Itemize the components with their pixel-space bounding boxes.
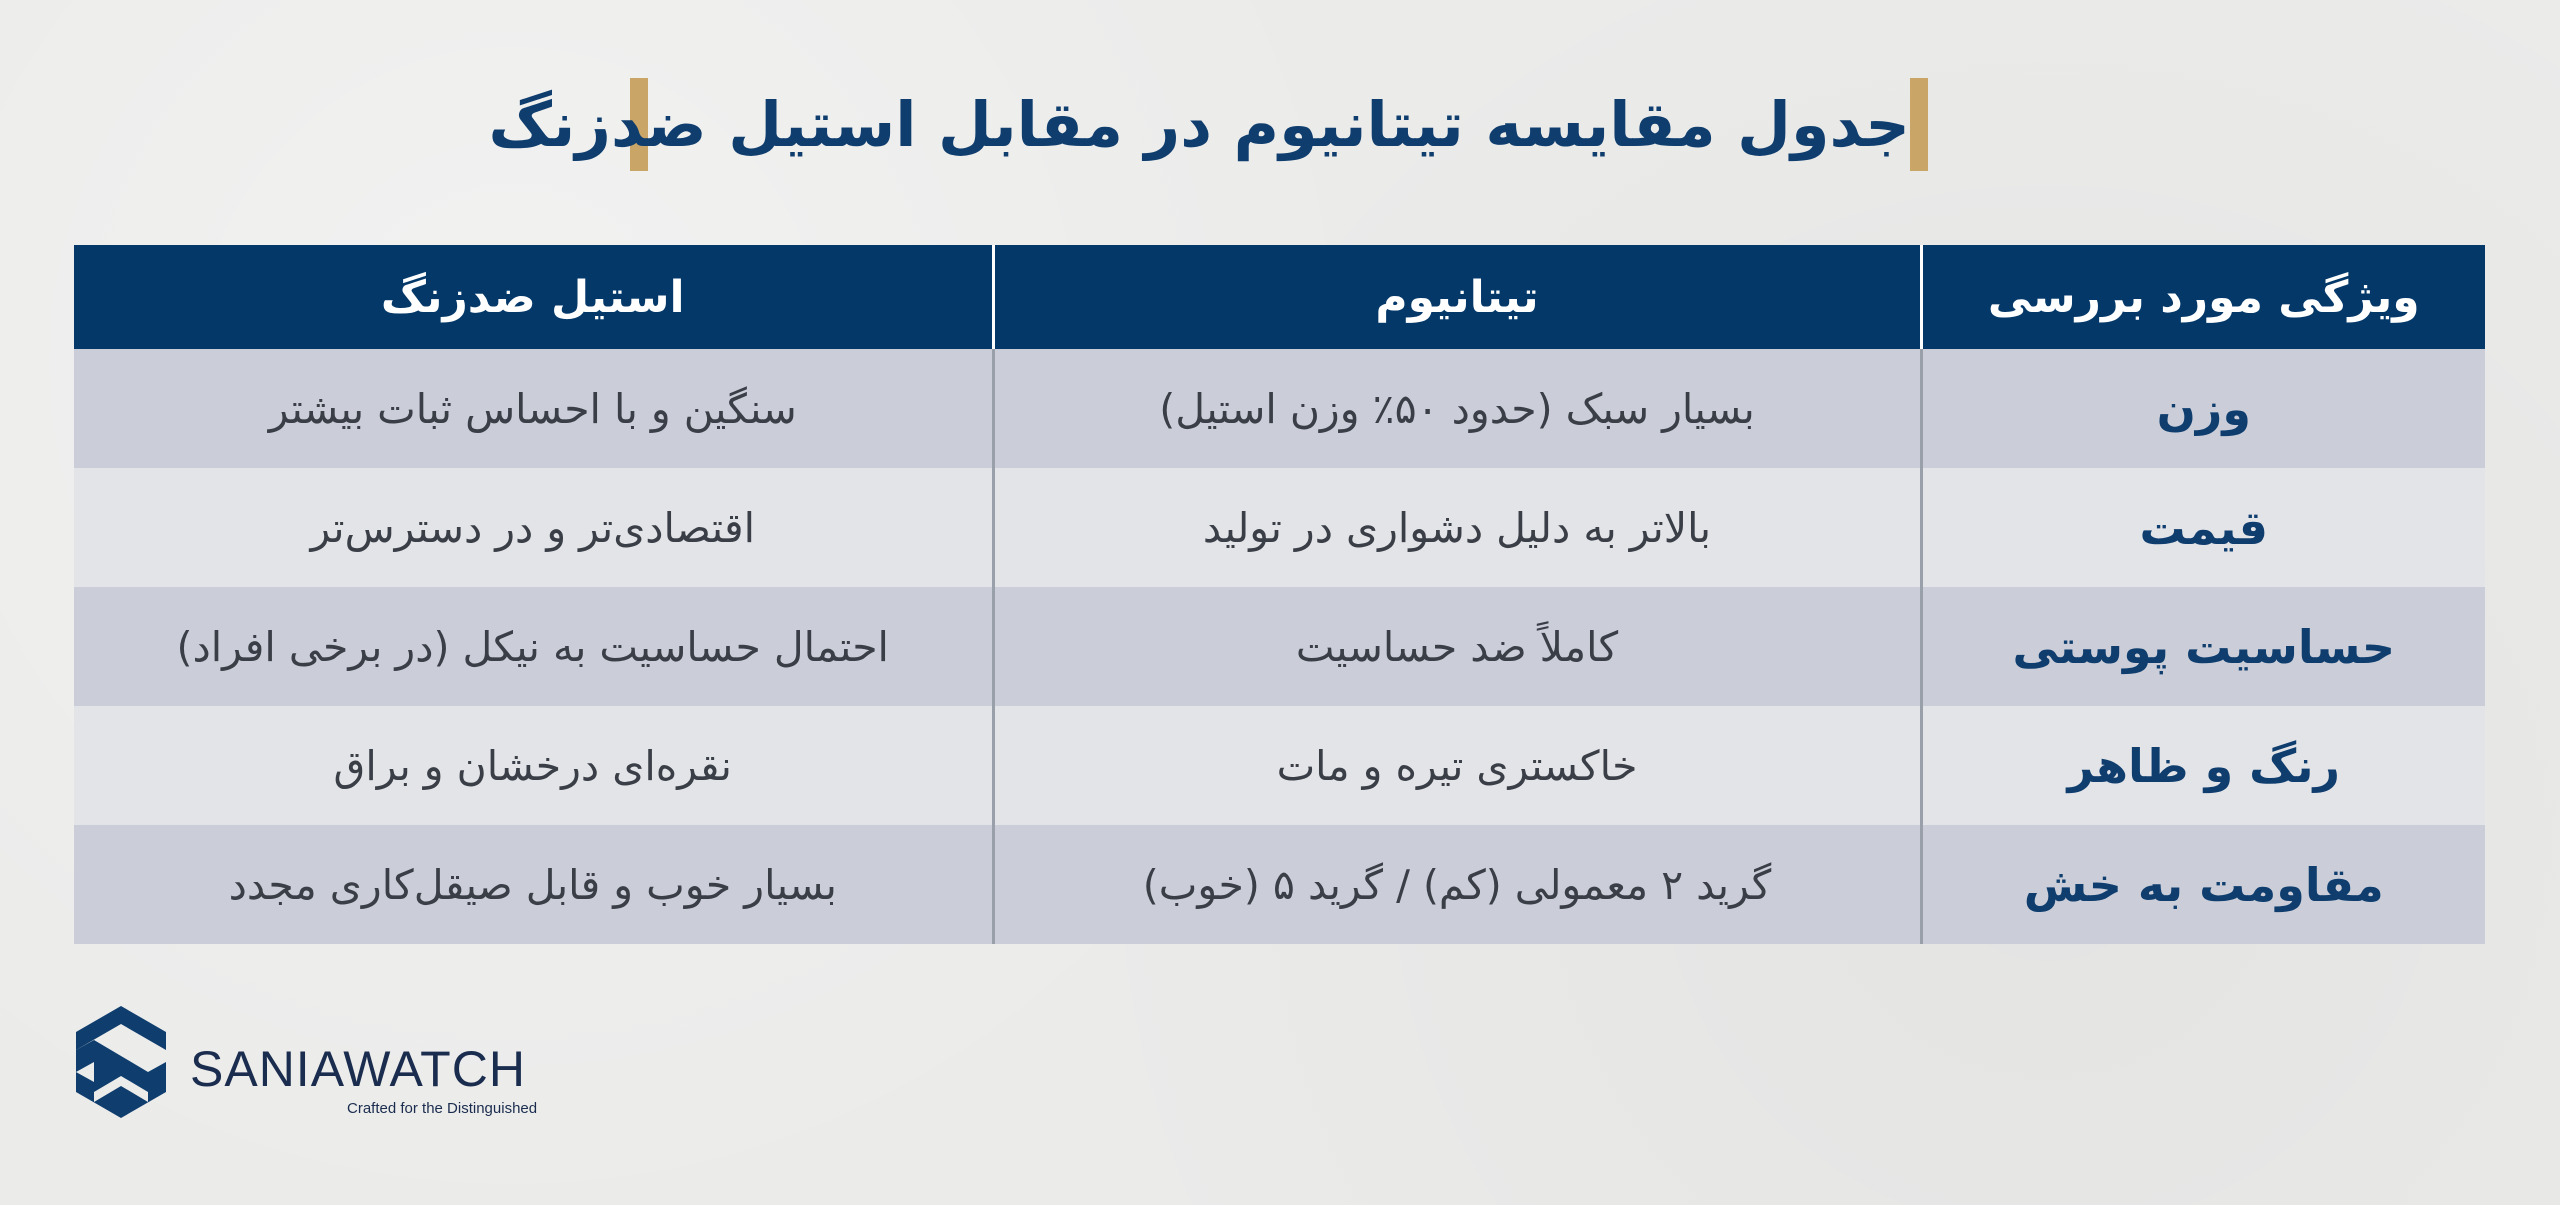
- comparison-table: [74, 245, 2485, 944]
- steel-cell: سنگین و با احساس ثبات بیشتر: [74, 349, 993, 468]
- steel-cell: نقره‌ای درخشان و براق: [74, 706, 993, 825]
- feature-cell: رنگ و ظاهر: [1921, 706, 2485, 825]
- title-block: [488, 78, 1928, 171]
- brand-tagline: Crafted for the Distinguished: [347, 1100, 538, 1117]
- page-title: جدول مقایسه تیتانیوم در مقابل استیل ضدزنگ: [488, 88, 1910, 161]
- header-stainless-steel: استیل ضدزنگ: [74, 245, 993, 349]
- titanium-cell: بالاتر به دلیل دشواری در تولید: [993, 468, 1921, 587]
- feature-cell: حساسیت پوستی: [1921, 587, 2485, 706]
- table-row-weight: [74, 349, 2485, 468]
- table-row-skin-sensitivity: [74, 587, 2485, 706]
- header-titanium: تیتانیوم: [993, 245, 1921, 349]
- header-row: [74, 245, 2485, 349]
- steel-cell: احتمال حساسیت به نیکل (در برخی افراد): [74, 587, 993, 706]
- title-accent-bar-right: [1910, 78, 1928, 171]
- table-row-price: [74, 468, 2485, 587]
- table-row-scratch-resistance: [74, 825, 2485, 944]
- feature-cell: قیمت: [1921, 468, 2485, 587]
- steel-cell: بسیار خوب و قابل صیقل‌کاری مجدد: [74, 825, 993, 944]
- titanium-cell: گرید ۲ معمولی (کم) / گرید ۵ (خوب): [993, 825, 1921, 944]
- titanium-cell: بسیار سبک (حدود ۵۰٪ وزن استیل): [993, 349, 1921, 468]
- table-row-color-appearance: [74, 706, 2485, 825]
- brand-name: SANIAWATCH: [190, 1041, 526, 1097]
- saniawatch-logo-icon: [76, 1006, 166, 1118]
- header-feature: ویژگی مورد بررسی: [1921, 245, 2485, 349]
- feature-cell: مقاومت به خش: [1921, 825, 2485, 944]
- titanium-cell: خاکستری تیره و مات: [993, 706, 1921, 825]
- steel-cell: اقتصادی‌تر و در دسترس‌تر: [74, 468, 993, 587]
- feature-cell: وزن: [1921, 349, 2485, 468]
- table-header: [74, 245, 2485, 349]
- table-body: [74, 349, 2485, 944]
- titanium-cell: کاملاً ضد حساسیت: [993, 587, 1921, 706]
